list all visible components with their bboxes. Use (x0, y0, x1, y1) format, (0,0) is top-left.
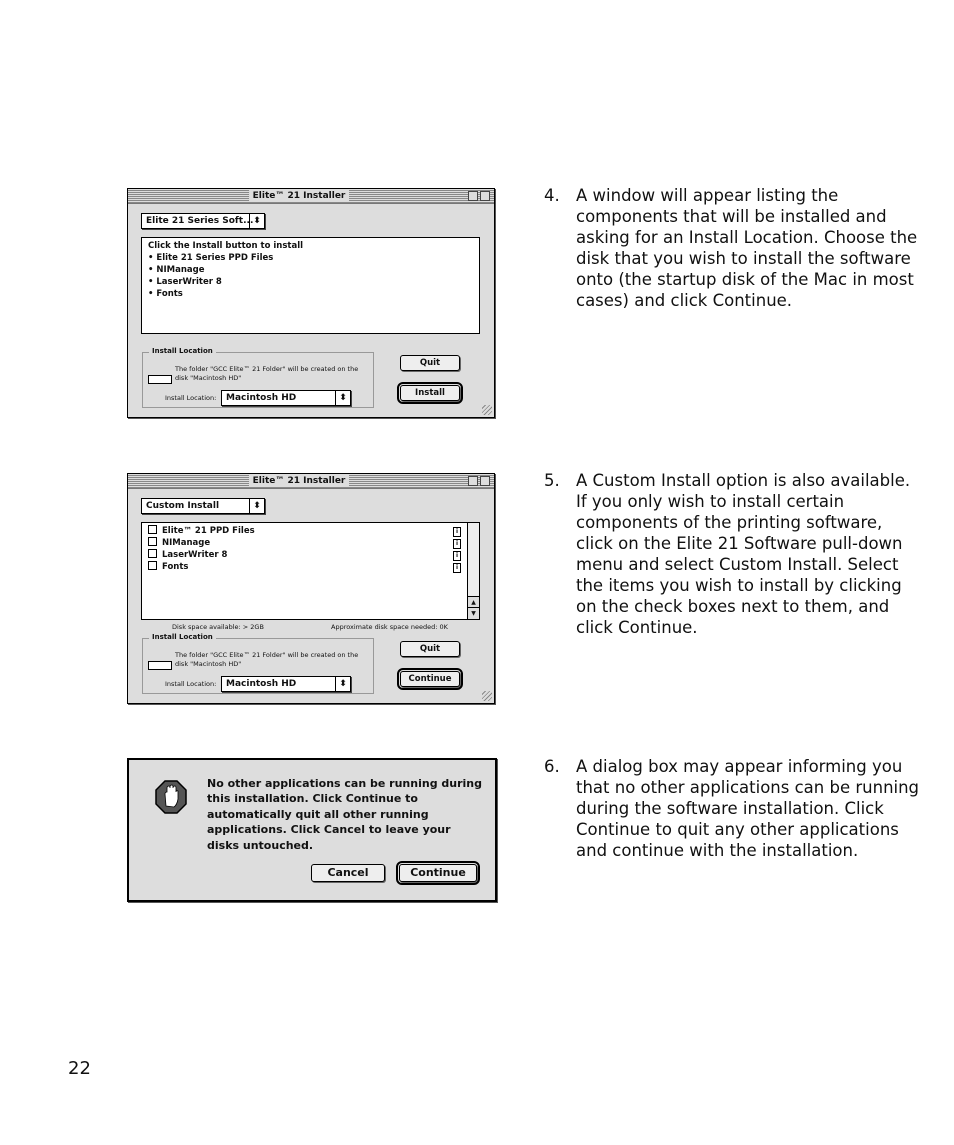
location-value: Macintosh HD (226, 679, 297, 689)
checkbox[interactable] (148, 549, 157, 558)
checkbox[interactable] (148, 561, 157, 570)
group-legend: Install Location (149, 633, 216, 641)
location-popup[interactable] (221, 676, 351, 692)
step-6 (544, 756, 924, 861)
list-line: • Elite 21 Series PPD Files (148, 253, 274, 263)
popup-arrows-icon: ⬍ (249, 499, 264, 513)
step-number: 5. (544, 471, 560, 490)
zoom-box-icon[interactable] (468, 191, 478, 201)
item-label: LaserWriter 8 (162, 550, 228, 560)
collapse-box-icon[interactable] (480, 476, 490, 486)
zoom-box-icon[interactable] (468, 476, 478, 486)
continue-button[interactable]: Continue (399, 864, 477, 882)
item-label: Elite™ 21 PPD Files (162, 526, 255, 536)
component-item[interactable] (148, 525, 459, 537)
list-line: • NIManage (148, 265, 205, 275)
location-label: Install Location: (165, 680, 217, 688)
location-value: Macintosh HD (226, 393, 297, 403)
scrollbar[interactable] (467, 523, 479, 619)
info-icon[interactable]: i (453, 563, 461, 573)
install-location-group (142, 347, 374, 408)
cancel-button[interactable]: Cancel (311, 864, 385, 882)
component-item[interactable] (148, 549, 459, 561)
step-text: A window will appear listing the components that will be installed and asking for an Install Location. Choose the disk that you wish to install the software onto (the startup disk of the Mac in most cases) and click Continue. (576, 186, 918, 310)
step-5 (544, 470, 924, 638)
info-icon[interactable]: i (453, 551, 461, 561)
stop-hand-icon (155, 780, 187, 814)
popup-arrows-icon: ⬍ (335, 677, 350, 691)
list-line: • Fonts (148, 289, 183, 299)
disk-icon (148, 375, 172, 384)
folder-text: The folder "GCC Elite™ 21 Folder" will be created on the (175, 651, 359, 659)
scroll-down-arrow-icon[interactable]: ▼ (468, 607, 479, 619)
title-bar[interactable] (128, 189, 494, 204)
installer-window-custom (127, 473, 495, 704)
step-text: A Custom Install option is also available. If you only wish to install certain components of the printing software, click on the Elite 21 Software pull-down menu and select Custom Install. Select the items you wish to install by clicking on the check boxes next to them, and click Continue. (576, 471, 911, 637)
install-location-group (142, 633, 374, 694)
folder-text: The folder "GCC Elite™ 21 Folder" will be created on the (175, 365, 359, 373)
step-number: 4. (544, 186, 560, 205)
custom-components-list (141, 522, 480, 620)
continue-button[interactable]: Continue (400, 671, 460, 687)
install-type-value: Custom Install (146, 501, 220, 511)
folder-disk-text: disk "Macintosh HD" (175, 660, 242, 668)
dialog-message: No other applications can be running during this installation. Click Continue to automatically quit all other running applications. Click Cancel to leave your disks untouched. (207, 777, 482, 852)
item-label: Fonts (162, 562, 189, 572)
step-text: A dialog box may appear informing you that no other applications can be running during the software installation. Click Continue to quit any other applications and continue with the installation. (576, 757, 920, 860)
window-title: Elite™ 21 Installer (249, 475, 350, 487)
install-type-popup[interactable] (141, 498, 265, 514)
install-type-value: Elite 21 Series Soft... (146, 216, 254, 226)
folder-disk-text: disk "Macintosh HD" (175, 374, 242, 382)
title-bar[interactable] (128, 474, 494, 489)
grow-box-icon[interactable] (482, 405, 492, 415)
window-title: Elite™ 21 Installer (249, 190, 350, 202)
page-number: 22 (68, 1058, 91, 1079)
step-4 (544, 185, 924, 311)
item-label: NIManage (162, 538, 211, 548)
info-icon[interactable]: i (453, 539, 461, 549)
popup-arrows-icon: ⬍ (249, 214, 264, 228)
group-legend: Install Location (149, 347, 216, 355)
step-number: 6. (544, 757, 560, 776)
checkbox[interactable] (148, 537, 157, 546)
list-line: Click the Install button to install (148, 241, 304, 251)
disk-space-available: Disk space available: > 2GB (172, 623, 264, 631)
info-icon[interactable]: i (453, 527, 461, 537)
disk-icon (148, 661, 172, 670)
quit-button[interactable]: Quit (400, 641, 460, 657)
component-item[interactable] (148, 561, 459, 573)
location-label: Install Location: (165, 394, 217, 402)
popup-arrows-icon: ⬍ (335, 391, 350, 405)
install-button[interactable]: Install (400, 385, 460, 401)
alert-dialog (127, 758, 497, 902)
disk-space-needed: Approximate disk space needed: 0K (331, 623, 448, 631)
quit-button[interactable]: Quit (400, 355, 460, 371)
location-popup[interactable] (221, 390, 351, 406)
grow-box-icon[interactable] (482, 691, 492, 701)
install-type-popup[interactable] (141, 213, 265, 229)
installer-window-easy (127, 188, 495, 418)
checkbox[interactable] (148, 525, 157, 534)
collapse-box-icon[interactable] (480, 191, 490, 201)
scroll-up-arrow-icon[interactable]: ▲ (468, 596, 479, 608)
list-line: • LaserWriter 8 (148, 277, 222, 287)
components-list (141, 237, 480, 334)
component-item[interactable] (148, 537, 459, 549)
